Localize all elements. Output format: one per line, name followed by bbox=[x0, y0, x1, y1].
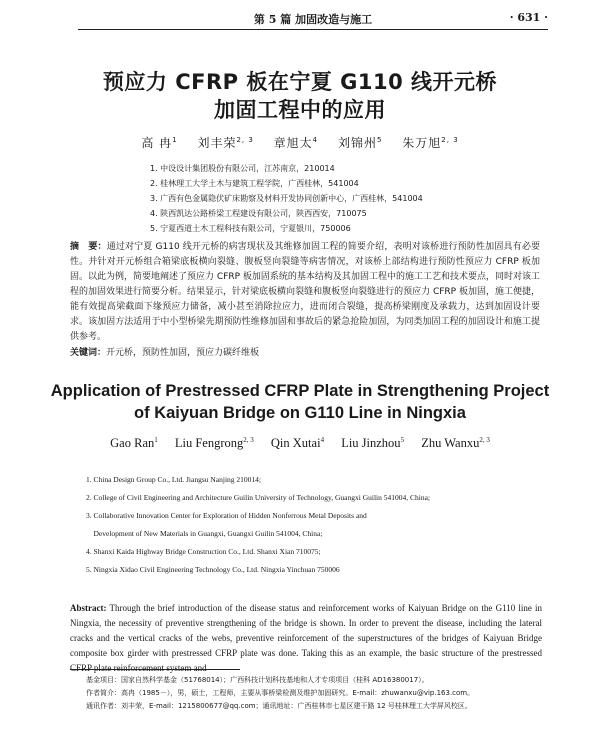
cn-affiliation: 5. 宁夏西道土木工程科技有限公司，宁夏银川，750006 bbox=[150, 224, 351, 233]
en-affiliation: 4. Shanxi Kaida Highway Bridge Construction Co., Ltd. Shanxi Xian 710075; bbox=[86, 547, 321, 556]
en-affiliation: Development of New Materials in Guangxi, Guangxi Guilin 541004, China; bbox=[86, 529, 323, 538]
en-title-line-1: Application of Prestressed CFRP Plate in Strengthening Project bbox=[50, 382, 550, 400]
header-section: 第 5 篇 加固改造与施工 bbox=[253, 13, 373, 26]
en-author: Liu Jinzhou$^5$ bbox=[341, 435, 405, 450]
cn-author: 刘丰荣$^{2, 3}$ bbox=[197, 136, 254, 150]
cn-affiliation: 4. 陕西凯达公路桥梁工程建设有限公司，陕西西安，710075 bbox=[150, 209, 367, 218]
cn-author: 朱万旭$^{2, 3}$ bbox=[402, 136, 459, 150]
en-affiliation: 1. China Design Group Co., Ltd. Jiangsu Nanjing 210014; bbox=[86, 475, 261, 484]
cn-abstract bbox=[70, 240, 540, 345]
en-author: Qin Xutai$^4$ bbox=[270, 435, 325, 450]
en-abstract-text: Through the brief introduction of the disease status and reinforcement works of Kaiyuan Bridge on the G110 line in Ningxia, the necessity of preventive strengthening of the bridge is shown. In order to prevent the disease, including the lateral cracks and the vertical cracks of the webs, preventive reinforcement of the superstructures of the bridges of Kaiyuan Bridge composite box girder with prestressed CFRP plate was done. Taking this as an example, the basic structure of the prestressed CFRP plate reinforcement system and bbox=[70, 603, 542, 673]
page-number: · 631 · bbox=[509, 11, 548, 24]
cn-author: 高 冉$^1$ bbox=[141, 136, 178, 150]
running-header bbox=[78, 10, 548, 28]
cn-title-line-1: 预应力 CFRP 板在宁夏 G110 线开元桥 bbox=[102, 70, 498, 94]
en-author: Liu Fengrong$^{2, 3}$ bbox=[174, 435, 254, 450]
cn-author: 章旭太$^4$ bbox=[273, 136, 319, 150]
en-author: Gao Ran$^1$ bbox=[110, 435, 158, 450]
header-divider bbox=[78, 29, 548, 30]
cn-author-list bbox=[0, 134, 600, 151]
footnote-divider bbox=[70, 669, 240, 670]
en-title-line-2: of Kaiyuan Bridge on G110 Line in Ningxia bbox=[134, 404, 466, 422]
cn-abstract-label: 摘 要： bbox=[70, 242, 107, 252]
footnote-author-bio: 作者简介：高冉（1985－），男，硕士，工程师，主要从事桥梁检测及维护加固研究。E-mail：zhuwanxu@vip.163.com。 bbox=[86, 689, 475, 697]
cn-title-line-2: 加固工程中的应用 bbox=[214, 98, 386, 122]
en-affiliation: 3. Collaborative Innovation Center for Exploration of Hidden Nonferrous Metal Deposits and bbox=[86, 511, 367, 520]
cn-affiliation: 3. 广西有色金属隐伏矿床勘察及材料开发协同创新中心，广西桂林，541004 bbox=[150, 194, 423, 203]
cn-keywords-text: 开元桥，预防性加固，预应力碳纤维板 bbox=[106, 348, 260, 358]
cn-abstract-text: 通过对宁夏 G110 线开元桥的病害现状及其维修加固工程的简要介绍，表明对该桥进行预防性加固具有必要性。并针对开元桥组合箱梁底板横向裂缝、腹板竖向裂缝等病害情况，对该桥上部结构进行预防性预应力 CFRP 板加固。以此为例，简要地阐述了预应力 CFRP 板加固系统的基本结构及其加固工程中的施工工艺和技术要点，同时对该工程的加固效果进行简要分析。结果显示，针对梁底板横向裂缝和腹板竖向裂缝进行的预应力 CFRP 板加固，施工便捷，能有效提高梁截面下缘预应力储备，减小甚至消除拉应力，进而闭合裂缝，提高桥梁刚度及承载力，达到加固设计要求。该加固方法适用于中小型桥梁先期预防性维修加固和事故后的紧急抢险加固，为同类加固工程的加固设计和施工提供参考。 bbox=[70, 242, 540, 342]
cn-keywords-label: 关键词： bbox=[70, 348, 107, 358]
en-abstract bbox=[70, 601, 542, 676]
cn-affiliation: 2. 桂林理工大学土木与建筑工程学院，广西桂林，541004 bbox=[150, 179, 359, 188]
en-affiliation: 2. College of Civil Engineering and Architecture Guilin University of Technology, Guangxi Guilin 541004, China; bbox=[86, 493, 431, 502]
cn-affiliation: 1. 中设设计集团股份有限公司，江苏南京，210014 bbox=[150, 164, 335, 173]
en-author: Zhu Wanxu$^{2, 3}$ bbox=[421, 435, 490, 450]
cn-keywords bbox=[70, 345, 540, 358]
en-affiliation: 5. Ningxia Xidao Civil Engineering Technology Co., Ltd. Ningxia Yinchuan 750006 bbox=[86, 565, 340, 574]
en-author-list bbox=[0, 436, 600, 451]
en-abstract-label: Abstract: bbox=[70, 603, 107, 613]
footnote-funding: 基金项目：国家自然科学基金（51768014）；广西科技计划科技基地和人才专项项目（桂科 AD16380017）。 bbox=[86, 676, 429, 684]
footnote-corresponding: 通讯作者：刘丰荣，E-mail：1215800677@qq.com；通讯地址：广西桂林市七星区建干路 12 号桂林理工大学屏风校区。 bbox=[86, 702, 472, 710]
cn-author: 刘锦州$^5$ bbox=[337, 136, 383, 150]
